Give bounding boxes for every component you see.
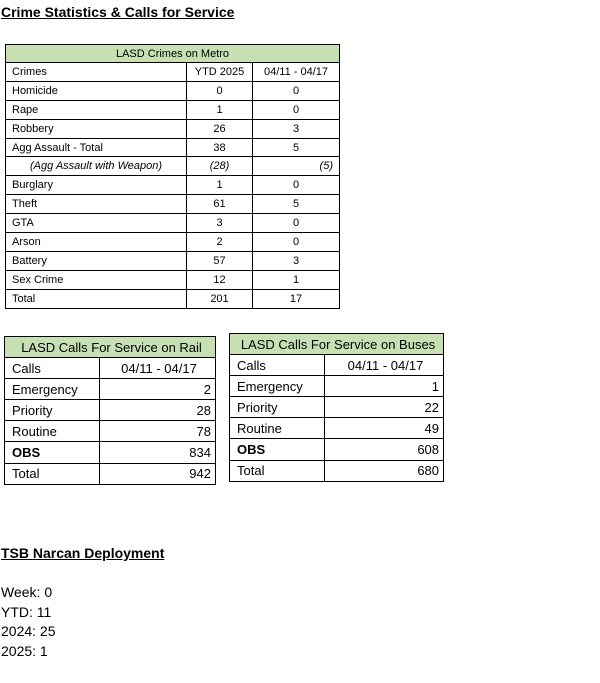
crime-label: Homicide: [6, 81, 187, 100]
crime-week: 0: [253, 100, 340, 119]
call-count: 942: [100, 463, 216, 484]
column-header-week: 04/11 - 04/17: [253, 63, 340, 82]
table-row: [6, 195, 340, 214]
table-row: [230, 397, 444, 418]
crime-label: Burglary: [6, 176, 187, 195]
column-header-ytd: YTD 2025: [187, 63, 253, 82]
crime-label: Arson: [6, 233, 187, 252]
crime-week: 0: [253, 81, 340, 100]
rail-table-title: LASD Calls For Service on Rail: [5, 337, 216, 358]
crime-ytd: 1: [187, 100, 253, 119]
call-type-label: Routine: [5, 421, 100, 442]
page-title: Crime Statistics & Calls for Service: [1, 4, 235, 20]
bus-calls-table: [229, 333, 444, 482]
crimes-table-header-row: [6, 63, 340, 82]
crimes-table-title-row: [6, 45, 340, 63]
rail-calls-table: [4, 336, 216, 485]
call-count: 608: [325, 439, 444, 460]
narcan-week: Week: 0: [1, 584, 53, 600]
crime-ytd: 57: [187, 251, 253, 270]
narcan-section-title: TSB Narcan Deployment: [1, 545, 165, 561]
table-row: [5, 442, 216, 463]
table-row: [6, 233, 340, 252]
call-type-label: OBS: [5, 442, 100, 463]
crime-ytd: 61: [187, 195, 253, 214]
crime-ytd: 1: [187, 176, 253, 195]
crimes-table-title: LASD Crimes on Metro: [6, 45, 340, 63]
crime-label: Rape: [6, 100, 187, 119]
crime-week: 5: [253, 138, 340, 157]
rail-table-title-row: [5, 337, 216, 358]
crime-week: 3: [253, 119, 340, 138]
table-row-total: [230, 460, 444, 481]
crime-week: (5): [253, 157, 340, 176]
table-row: [230, 418, 444, 439]
narcan-ytd: YTD: 11: [1, 603, 52, 620]
column-header-calls: Calls: [230, 355, 325, 376]
table-row: [6, 251, 340, 270]
call-type-label: Total: [230, 460, 325, 481]
table-row: [230, 376, 444, 397]
call-type-label: Routine: [230, 418, 325, 439]
call-type-label: Emergency: [230, 376, 325, 397]
call-type-label: OBS: [230, 439, 325, 460]
crime-label: Theft: [6, 195, 187, 214]
crime-ytd: 26: [187, 119, 253, 138]
table-row-total: [6, 289, 340, 308]
crime-label: (Agg Assault with Weapon): [6, 157, 187, 176]
bus-table-header-row: [230, 355, 444, 376]
table-row: [230, 439, 444, 460]
table-row: [6, 214, 340, 233]
crime-label: Agg Assault - Total: [6, 138, 187, 157]
call-count: 49: [325, 418, 444, 439]
table-row-total: [5, 463, 216, 484]
crime-ytd: (28): [187, 157, 253, 176]
crimes-table: [5, 44, 340, 309]
crime-ytd: 2: [187, 233, 253, 252]
table-row: [6, 157, 340, 176]
crime-week: 17: [253, 289, 340, 308]
call-type-label: Total: [5, 463, 100, 484]
table-row: [6, 176, 340, 195]
bus-table-title: LASD Calls For Service on Buses: [230, 334, 444, 355]
table-row: [5, 400, 216, 421]
narcan-list: [1, 583, 56, 661]
crime-label: Total: [6, 289, 187, 308]
crime-label: Robbery: [6, 119, 187, 138]
call-type-label: Priority: [230, 397, 325, 418]
table-row: [6, 138, 340, 157]
column-header-week: 04/11 - 04/17: [325, 355, 444, 376]
column-header-week: 04/11 - 04/17: [100, 358, 216, 379]
crime-label: GTA: [6, 214, 187, 233]
crime-week: 0: [253, 233, 340, 252]
call-type-label: Priority: [5, 400, 100, 421]
call-count: 680: [325, 460, 444, 481]
table-row: [6, 81, 340, 100]
rail-table-header-row: [5, 358, 216, 379]
crime-ytd: 201: [187, 289, 253, 308]
crime-week: 5: [253, 195, 340, 214]
call-count: 28: [100, 400, 216, 421]
crime-week: 1: [253, 270, 340, 289]
crime-ytd: 3: [187, 214, 253, 233]
call-count: 1: [325, 376, 444, 397]
call-count: 834: [100, 442, 216, 463]
table-row: [6, 100, 340, 119]
crime-ytd: 12: [187, 270, 253, 289]
crime-week: 0: [253, 176, 340, 195]
crime-ytd: 38: [187, 138, 253, 157]
crime-label: Sex Crime: [6, 270, 187, 289]
table-row: [5, 379, 216, 400]
column-header-crimes: Crimes: [6, 63, 187, 82]
narcan-2025: 2025: 1: [1, 642, 48, 659]
bus-table-title-row: [230, 334, 444, 355]
crime-week: 3: [253, 251, 340, 270]
crime-week: 0: [253, 214, 340, 233]
crime-ytd: 0: [187, 81, 253, 100]
table-row: [6, 119, 340, 138]
call-count: 78: [100, 421, 216, 442]
call-type-label: Emergency: [5, 379, 100, 400]
table-row: [6, 270, 340, 289]
call-count: 2: [100, 379, 216, 400]
column-header-calls: Calls: [5, 358, 100, 379]
crime-label: Battery: [6, 251, 187, 270]
call-count: 22: [325, 397, 444, 418]
table-row: [5, 421, 216, 442]
narcan-2024: 2024: 25: [1, 623, 56, 640]
